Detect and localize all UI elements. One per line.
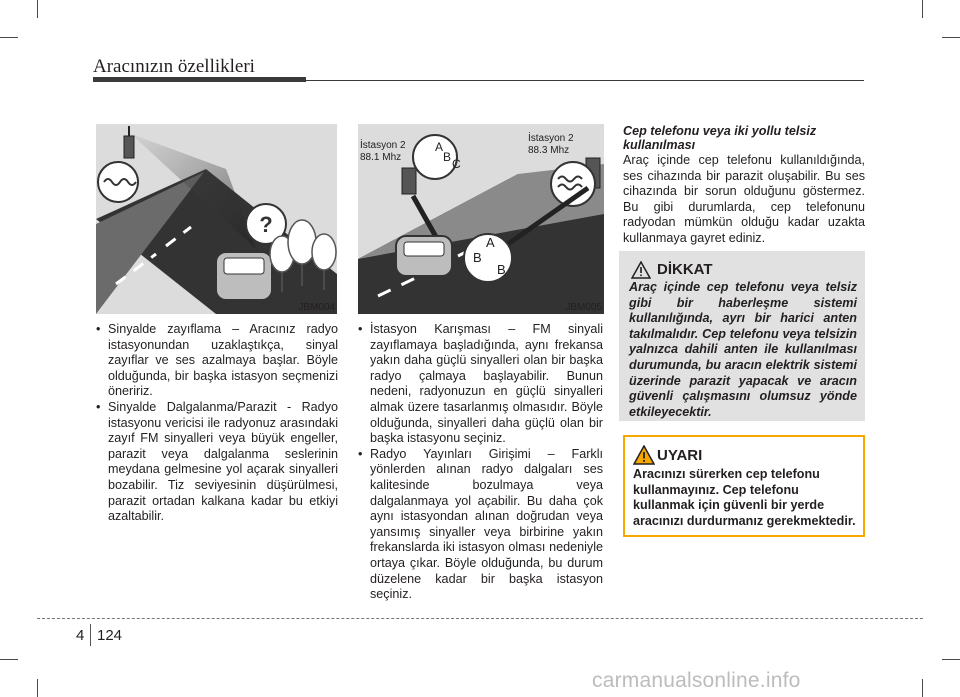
radio-tower-icon	[124, 126, 134, 158]
page-number: 124	[97, 627, 123, 644]
figure-label: JBM004	[298, 302, 335, 313]
crop-mark	[37, 679, 38, 697]
station-left-freq: 88.1 Mhz	[360, 152, 402, 163]
caution-title: DİKKAT	[657, 261, 713, 278]
warning-body: Aracınızı sürerken cep telefonu kullanmayınız. Cep telefonu kullanmak için güvenli bir yerde aracınızı durdurmanız gerekmektedir.	[633, 467, 856, 528]
list-item: • İstasyon Karışması – FM sinyali zayıflamaya başladığında, aynı frekansa yakın daha güçlü sinyalleri olan bir başka radyo çalmaya başlayabilir. Bunun nedeni, radyonuzun en güçlü sinyalleri almak üzere tasarlanmış olmasıdır. Böyle olduğunda, sinyalleri daha güçlü olan bir başka istasyonu seçiniz.	[358, 322, 603, 447]
letter-a-text: A	[435, 140, 444, 154]
crop-mark	[942, 659, 960, 660]
figure-station-interference	[358, 124, 604, 314]
list-item: • Sinyalde Dalgalanma/Parazit - Radyo istasyonu vericisi ile radyonuz arasındaki zayıf FM sinyalleri veya büyük engeller, parazit veya dalgalanma seslerinin meydana gelmesine yol açarak sinyalleri bozabilir. Tiz seviyesinin düşürülmesi, parazit ortadan kalkana kadar bu etkiyi azaltabilir.	[96, 400, 338, 525]
bullet-list-left	[96, 322, 338, 525]
header-rule-thin	[306, 80, 864, 81]
list-item: • Sinyalde zayıflama – Aracınız radyo istasyonundan uzaklaştıkça, sinyal zayıflar ve ses azalmaya başlar. Böyle olduğunda, bir başka istasyon seçmenizi öneririz.	[96, 322, 338, 400]
header-rule	[93, 77, 306, 82]
letter-b-text: B	[497, 262, 506, 277]
letter-b-text: B	[473, 250, 482, 265]
station-interference-illustration	[358, 124, 604, 314]
crop-mark	[37, 0, 38, 18]
crop-mark	[0, 37, 18, 38]
signal-fading-illustration	[96, 124, 337, 314]
letter-a-text: A	[486, 235, 495, 250]
crop-mark	[0, 659, 18, 660]
bullet-list-middle	[358, 322, 603, 603]
car-icon	[216, 252, 272, 300]
list-item: • Radyo Yayınları Girişimi – Farklı yönlerden alınan radyo dalgaları ses kalitesinde bozulmaya veya dalgalanmaya yol açabilir. Bu daha çok aynı istasyondan alınan doğrudan veya yansımış sinyaller veya birbirine yakın frekanslarda iki istasyon olması nedeniyle ortaya çıkar. Böyle olduğunda, bu durum düzelene kadar bir başka istasyon seçiniz.	[358, 447, 603, 603]
question-mark-text: ?	[259, 212, 273, 237]
figure-signal-fading	[96, 124, 337, 314]
warning-triangle-icon	[633, 445, 655, 465]
warning-box	[623, 435, 865, 537]
crop-mark	[922, 679, 923, 697]
watermark-text: carmanualsonline.info	[592, 669, 801, 692]
crop-mark	[922, 0, 923, 18]
letter-b-text: B	[443, 150, 452, 164]
caution-box	[619, 251, 865, 421]
chapter-number: 4	[76, 627, 85, 644]
letter-c-text: C	[452, 157, 461, 171]
page-header-title: Aracınızın özellikleri	[93, 56, 255, 77]
footer-rule	[37, 618, 923, 619]
page-number-divider	[90, 624, 91, 646]
warning-triangle-icon	[631, 261, 651, 279]
car-icon	[396, 236, 452, 276]
figure-label: JBM005	[565, 302, 602, 313]
radio-tower-icon	[402, 168, 416, 194]
station-right-name: İstasyon 2	[528, 133, 574, 144]
station-right-freq: 88.3 Mhz	[528, 145, 570, 156]
caution-body: Araç içinde cep telefonu veya telsiz gibi bir haberleşme sistemi kullanılığında, ayrı bir harici anten takılmalıdır. Cep telefonu veya telsizin yalnızca dahili anten ile kullanılması durumunda, bu aracın elektrik sistemi üzerinde parazit yapacak ve aracın güvenli çalışmasını olumsuz yönde etkileyecektir.	[629, 280, 857, 419]
warning-title: UYARI	[657, 447, 703, 464]
station-left-name: İstasyon 2	[360, 140, 406, 151]
section-body: Araç içinde cep telefonu kullanıldığında, ses cihazında bir parazit oluşabilir. Bu ses cihazında bir sorun olduğunu göstermez. Bu gibi durumlarda, cep telefonunu radyodan mümkün olduğu kadar uzakta kullanmaya gayret ediniz.	[623, 153, 865, 245]
section-heading: Cep telefonu veya iki yollu telsiz kullanılması	[623, 124, 817, 152]
crop-mark	[942, 37, 960, 38]
